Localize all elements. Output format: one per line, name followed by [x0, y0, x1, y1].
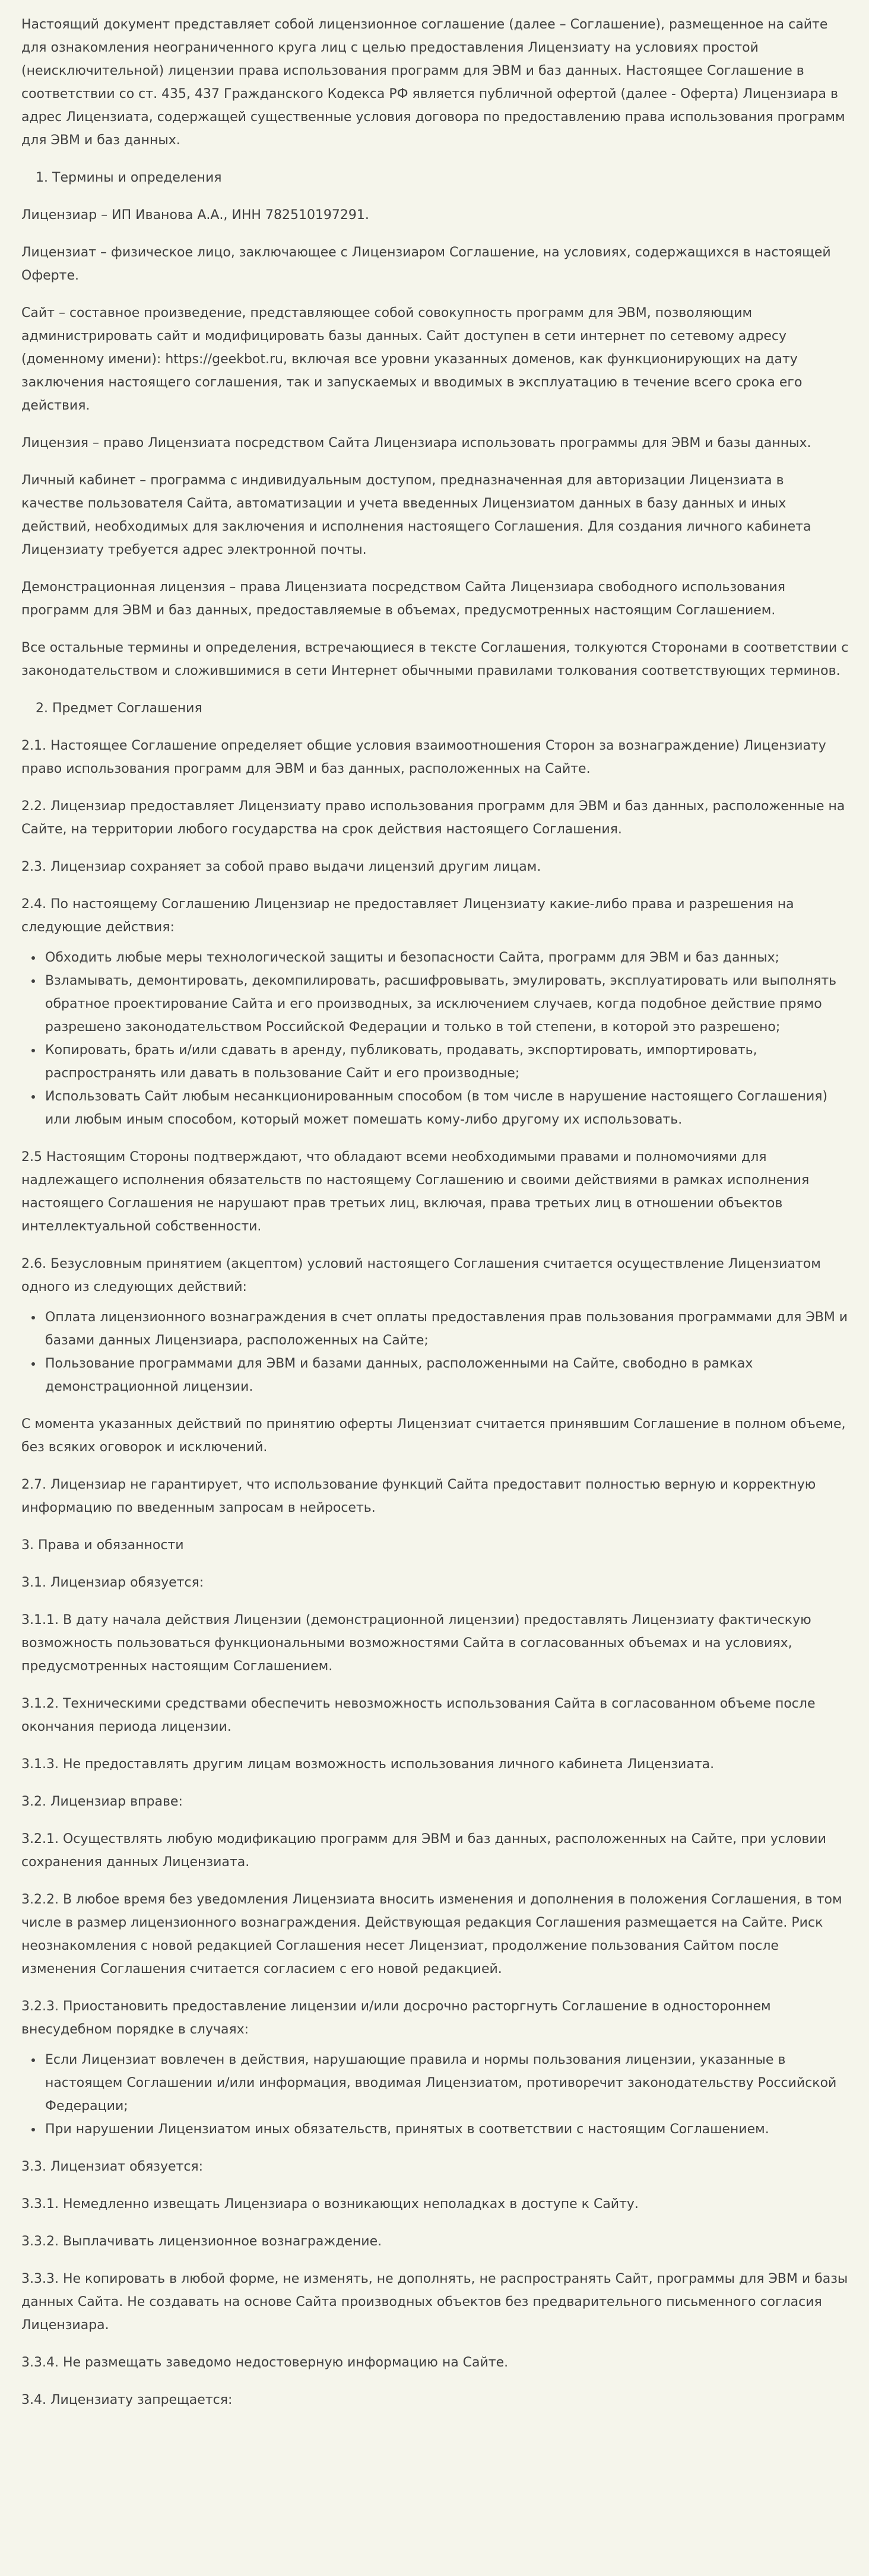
clause-2-6-acceptance: С момента указанных действий по принятию оферты Лицензиат считается принявшим Соглашение в полном объеме, без всяких оговорок и исключений. [21, 1417, 846, 1455]
clause-3-2-3-list [21, 2048, 850, 2141]
list-item: • Использовать Сайт любым несанкционированным способом (в том числе в нарушение настоящего Соглашения) или любым иным способом, который может помешать кому-либо другому их использовать. [43, 1085, 850, 1131]
definition-license: Лицензия – право Лицензиата посредством Сайта Лицензиара использовать программы для ЭВМ и базы данных. [21, 436, 811, 451]
definition-personal-account: Личный кабинет – программа с индивидуальным доступом, предназначенная для авторизации Лицензиата в качестве пользователя Сайта, автоматизации и учета введенных Лицензиатом данных в базу данных и иных действий, необходимых для заключения и исполнения настоящего Соглашения. Для создания личного кабинета Лицензиату требуется адрес электронной почты. [21, 473, 811, 557]
clause-3-2-1: 3.2.1. Осуществлять любую модификацию программ для ЭВМ и баз данных, расположенных на Сайте, при условии сохранения данных Лицензиата. [21, 1832, 826, 1870]
definition-licensee: Лицензиат – физическое лицо, заключающее с Лицензиаром Соглашение, на условиях, содержащихся в настоящей Оферте. [21, 245, 831, 283]
clause-3-1-3: 3.1.3. Не предоставлять другим лицам возможность использования личного кабинета Лицензиата. [21, 1757, 715, 1772]
clause-3-1-1: 3.1.1. В дату начала действия Лицензии (демонстрационной лицензии) предоставлять Лицензиату фактическую возможность пользоваться функциональными возможностями Сайта в согласованных объемах и на условиях, предусмотренных настоящим Соглашением. [21, 1613, 811, 1674]
clause-2-4-list [21, 946, 850, 1131]
definition-site: Сайт – составное произведение, представляющее собой совокупность программ для ЭВМ, позволяющим администрировать сайт и модифицировать базы данных. Сайт доступен в сети интернет по сетевому адресу (доменному имени): https://geekbot.ru, включая все уровни указанных доменов, как функционирующих на дату заключения настоящего соглашения, так и запускаемых и вводимых в эксплуатацию в течение всего срока его действия. [21, 306, 803, 413]
clause-3-1: 3.1. Лицензиар обязуется: [21, 1575, 204, 1590]
clause-3-2-3: 3.2.3. Приостановить предоставление лицензии и/или досрочно расторгнуть Соглашение в одностороннем внесудебном порядке в случаях: [21, 1999, 771, 2037]
clause-3-2: 3.2. Лицензиар вправе: [21, 1794, 183, 1809]
section-2-title: 2. Предмет Соглашения [52, 697, 850, 720]
clause-3-3-3: 3.3.3. Не копировать в любой форме, не изменять, не дополнять, не распространять Сайт, программы для ЭВМ и базы данных Сайта. Не создавать на основе Сайта производных объектов без предварительного письменного согласия Лицензиара. [21, 2272, 848, 2333]
clause-2-5: 2.5 Настоящим Стороны подтверждают, что обладают всеми необходимыми правами и полномочиями для надлежащего исполнения обязательств по настоящему Соглашению и своими действиями в рамках исполнения настоящего Соглашения не нарушают прав третьих лиц, включая, права третьих лиц в отношении объектов интеллектуальной собственности. [21, 1150, 810, 1234]
list-item: • Оплата лицензионного вознаграждения в счет оплаты предоставления прав пользования программами для ЭВМ и базами данных Лицензиара, расположенных на Сайте; [43, 1306, 850, 1352]
clause-3-3: 3.3. Лицензиат обязуется: [21, 2159, 204, 2174]
clause-2-6-list [21, 1306, 850, 1398]
section-3-title: 3. Права и обязанности [21, 1538, 184, 1553]
list-item: • Пользование программами для ЭВМ и базами данных, расположенными на Сайте, свободно в рамках демонстрационной лицензии. [43, 1352, 850, 1398]
clause-3-4: 3.4. Лицензиату запрещается: [21, 2393, 233, 2407]
section-2-heading-list [21, 697, 850, 720]
section-1-heading-list [21, 166, 850, 189]
clause-3-1-2: 3.1.2. Техническими средствами обеспечить невозможность использования Сайта в согласованном объеме после окончания периода лицензии. [21, 1696, 816, 1734]
list-item: • Взламывать, демонтировать, декомпилировать, расшифровывать, эмулировать, эксплуатировать или выполнять обратное проектирование Сайта и его производных, за исключением случаев, когда подобное действие прямо разрешено законодательством Российской Федерации и только в той степени, в которой это разрешено; [43, 969, 850, 1039]
list-item: • Если Лицензиат вовлечен в действия, нарушающие правила и нормы пользования лицензии, указанные в настоящем Соглашении и/или информация, вводимая Лицензиатом, противоречит законодательству Российской Федерации; [43, 2048, 850, 2118]
clause-2-7: 2.7. Лицензиар не гарантирует, что использование функций Сайта предоставит полностью верную и корректную информацию по введенным запросам в нейросеть. [21, 1477, 816, 1515]
definition-other-terms: Все остальные термины и определения, встречающиеся в тексте Соглашения, толкуются Сторонами в соответствии с законодательством и сложившимися в сети Интернет обычными правилами толкования соответствующих терминов. [21, 640, 849, 678]
list-item: • Копировать, брать и/или сдавать в аренду, публиковать, продавать, экспортировать, импортировать, распространять или давать в пользование Сайт и его производные; [43, 1039, 850, 1085]
list-item: • Обходить любые меры технологической защиты и безопасности Сайта, программ для ЭВМ и баз данных; [43, 946, 850, 969]
clause-3-2-2: 3.2.2. В любое время без уведомления Лицензиата вносить изменения и дополнения в положения Соглашения, в том числе в размер лицензионного вознаграждения. Действующая редакция Соглашения размещается на Сайте. Риск неознакомления с новой редакцией Соглашения несет Лицензиат, продолжение пользования Сайтом после изменения Соглашения считается согласием с его новой редакцией. [21, 1892, 842, 1977]
license-agreement-document [21, 0, 850, 2412]
clause-2-4: 2.4. По настоящему Соглашению Лицензиар не предоставляет Лицензиату какие-либо права и разрешения на следующие действия: [21, 897, 794, 935]
clause-2-1: 2.1. Настоящее Соглашение определяет общие условия взаимоотношения Сторон за вознаграждение) Лицензиату право использования программ для ЭВМ и баз данных, расположенных на Сайте. [21, 738, 826, 776]
definition-licensor: Лицензиар – ИП Иванова А.А., ИНН 782510197291. [21, 208, 369, 223]
clause-2-3: 2.3. Лицензиар сохраняет за собой право выдачи лицензий другим лицам. [21, 859, 541, 874]
clause-3-3-4: 3.3.4. Не размещать заведомо недостоверную информацию на Сайте. [21, 2355, 509, 2370]
intro-paragraph: Настоящий документ представляет собой лицензионное соглашение (далее – Соглашение), размещенное на сайте для ознакомления неограниченного круга лиц с целью предоставления Лицензиату на условиях простой (неисключительной) лицензии права использования программ для ЭВМ и баз данных. Настоящее Соглашение в соответствии со ст. 435, 437 Гражданского Кодекса РФ является публичной офертой (далее - Оферта) Лицензиара в адрес Лицензиата, содержащей существенные условия договора по предоставлению права использования программ для ЭВМ и баз данных. [21, 17, 845, 148]
definition-demo-license: Демонстрационная лицензия – права Лицензиата посредством Сайта Лицензиара свободного использования программ для ЭВМ и баз данных, предоставляемые в объемах, предусмотренных настоящим Соглашением. [21, 580, 786, 618]
clause-3-3-2: 3.3.2. Выплачивать лицензионное вознаграждение. [21, 2234, 382, 2249]
section-1-title: 1. Термины и определения [52, 166, 850, 189]
clause-2-2: 2.2. Лицензиар предоставляет Лицензиату право использования программ для ЭВМ и баз данных, расположенные на Сайте, на территории любого государства на срок действия настоящего Соглашения. [21, 799, 845, 837]
clause-3-3-1: 3.3.1. Немедленно извещать Лицензиара о возникающих неполадках в доступе к Сайту. [21, 2197, 639, 2212]
clause-2-6: 2.6. Безусловным принятием (акцептом) условий настоящего Соглашения считается осуществление Лицензиатом одного из следующих действий: [21, 1257, 821, 1295]
list-item: • При нарушении Лицензиатом иных обязательств, принятых в соответствии с настоящим Соглашением. [43, 2118, 850, 2141]
